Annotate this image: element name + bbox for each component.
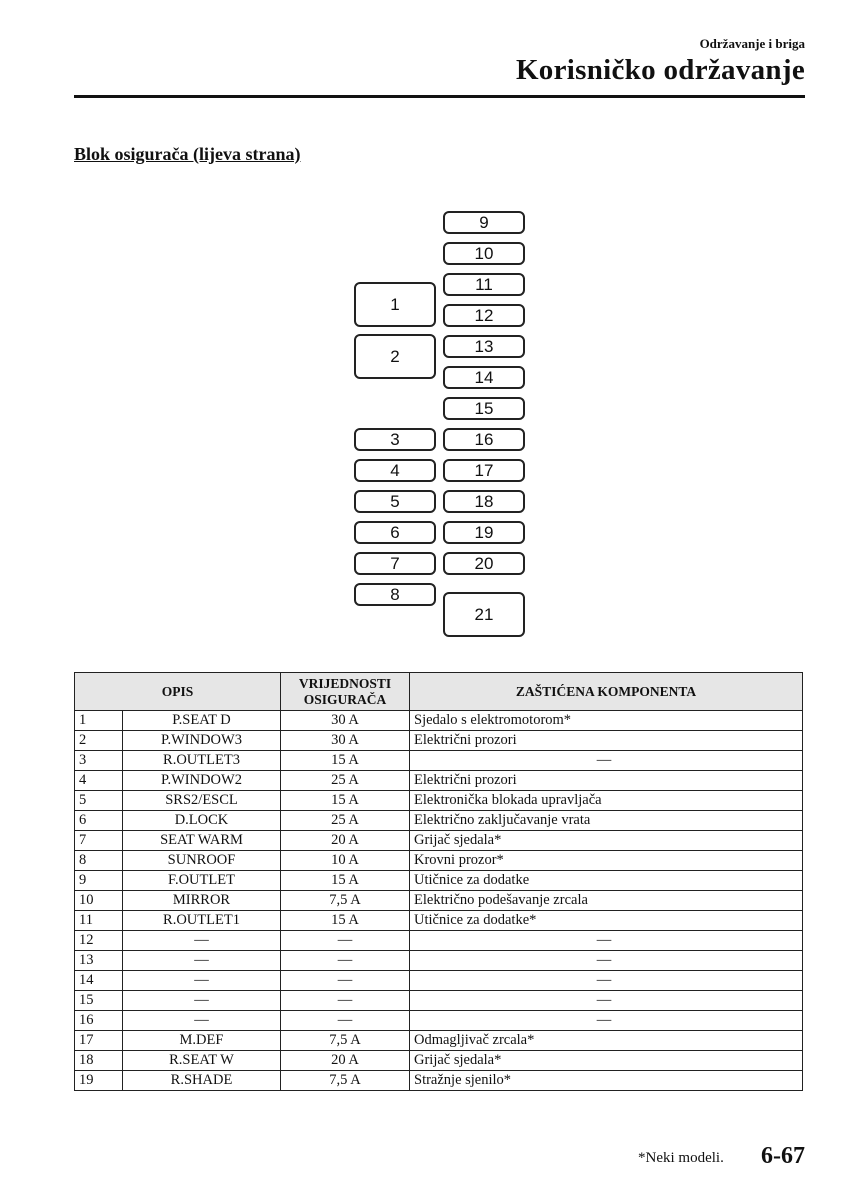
cell-component: Grijač sjedala* [410,831,803,851]
cell-number: 4 [75,771,123,791]
cell-rating: — [281,971,410,991]
cell-number: 10 [75,891,123,911]
cell-component: Električno podešavanje zrcala [410,891,803,911]
cell-number: 18 [75,1051,123,1071]
fuse-18: 18 [443,490,525,513]
cell-number: 12 [75,931,123,951]
cell-opis: SUNROOF [123,851,281,871]
cell-rating: 15 A [281,751,410,771]
cell-number: 11 [75,911,123,931]
fuse-21: 21 [443,592,525,637]
cell-component: Stražnje sjenilo* [410,1071,803,1091]
cell-rating: 30 A [281,711,410,731]
cell-rating: 7,5 A [281,1071,410,1091]
cell-component: Odmagljivač zrcala* [410,1031,803,1051]
cell-opis: SEAT WARM [123,831,281,851]
table-header-row [75,673,803,711]
fuse-block-heading: Blok osigurača (lijeva strana) [74,144,301,164]
fuse-11: 11 [443,273,525,296]
cell-number: 6 [75,811,123,831]
cell-rating: 15 A [281,871,410,891]
cell-rating: — [281,951,410,971]
fuse-16: 16 [443,428,525,451]
fuse-20: 20 [443,552,525,575]
cell-component: Grijač sjedala* [410,1051,803,1071]
cell-rating: 30 A [281,731,410,751]
page-title: Korisničko održavanje [515,54,805,86]
fuse-7: 7 [354,552,436,575]
cell-component: — [410,931,803,951]
fuse-8: 8 [354,583,436,606]
table-row [75,1071,803,1091]
cell-opis: MIRROR [123,891,281,911]
cell-component: — [410,1011,803,1031]
cell-opis: R.SHADE [123,1071,281,1091]
page-number: 6-67 [761,1143,805,1169]
table-row [75,731,803,751]
cell-rating: — [281,931,410,951]
cell-component: Utičnice za dodatke [410,871,803,891]
cell-component: — [410,951,803,971]
table-row [75,851,803,871]
cell-component: Elektronička blokada upravljača [410,791,803,811]
section-label: Održavanje i briga [699,36,805,51]
cell-opis: — [123,971,281,991]
cell-opis: SRS2/ESCL [123,791,281,811]
table-row [75,911,803,931]
cell-component: Utičnice za dodatke* [410,911,803,931]
cell-rating: 15 A [281,791,410,811]
header-opis: OPIS [75,673,281,711]
cell-number: 13 [75,951,123,971]
cell-rating: — [281,1011,410,1031]
header-component: ZAŠTIĆENA KOMPONENTA [410,673,803,711]
cell-number: 1 [75,711,123,731]
cell-opis: P.WINDOW2 [123,771,281,791]
fuse-13: 13 [443,335,525,358]
cell-component: — [410,971,803,991]
cell-component: Sjedalo s elektromotorom* [410,711,803,731]
table-row [75,1031,803,1051]
fuse-5: 5 [354,490,436,513]
cell-rating: 7,5 A [281,891,410,911]
cell-opis: F.OUTLET [123,871,281,891]
footnote: *Neki modeli. [638,1150,724,1166]
cell-component: Električno zaključavanje vrata [410,811,803,831]
cell-rating: 25 A [281,771,410,791]
table-row [75,931,803,951]
table-row [75,991,803,1011]
cell-number: 16 [75,1011,123,1031]
cell-number: 9 [75,871,123,891]
cell-opis: R.SEAT W [123,1051,281,1071]
table-row [75,871,803,891]
cell-component: — [410,751,803,771]
fuse-3: 3 [354,428,436,451]
header-rating-line2: OSIGURAČA [303,691,387,707]
cell-rating: 7,5 A [281,1031,410,1051]
cell-rating: 20 A [281,1051,410,1071]
cell-component: Električni prozori [410,731,803,751]
fuse-table-body [75,711,803,1091]
table-row [75,711,803,731]
cell-opis: M.DEF [123,1031,281,1051]
fuse-15: 15 [443,397,525,420]
table-row [75,811,803,831]
header-rating [281,673,410,711]
fuse-12: 12 [443,304,525,327]
fuse-17: 17 [443,459,525,482]
cell-opis: R.OUTLET1 [123,911,281,931]
fuse-2: 2 [354,334,436,379]
fuse-14: 14 [443,366,525,389]
cell-rating: 15 A [281,911,410,931]
cell-opis: P.WINDOW3 [123,731,281,751]
table-row [75,831,803,851]
cell-component: Električni prozori [410,771,803,791]
cell-number: 15 [75,991,123,1011]
cell-component: Krovni prozor* [410,851,803,871]
title-rule [74,95,805,98]
cell-rating: — [281,991,410,1011]
fuse-19: 19 [443,521,525,544]
table-row [75,751,803,771]
cell-number: 14 [75,971,123,991]
fuse-table [74,672,803,1091]
cell-rating: 10 A [281,851,410,871]
cell-component: — [410,991,803,1011]
cell-opis: — [123,1011,281,1031]
table-row [75,891,803,911]
cell-number: 19 [75,1071,123,1091]
cell-opis: — [123,951,281,971]
cell-number: 8 [75,851,123,871]
table-row [75,971,803,991]
cell-rating: 25 A [281,811,410,831]
cell-opis: R.OUTLET3 [123,751,281,771]
fuse-9: 9 [443,211,525,234]
fuse-1: 1 [354,282,436,327]
cell-number: 5 [75,791,123,811]
cell-number: 17 [75,1031,123,1051]
table-row [75,1051,803,1071]
table-row [75,951,803,971]
table-row [75,771,803,791]
header-rating-line1: VRIJEDNOSTI [298,675,392,691]
table-row [75,791,803,811]
cell-number: 7 [75,831,123,851]
fuse-4: 4 [354,459,436,482]
table-row [75,1011,803,1031]
cell-number: 2 [75,731,123,751]
cell-opis: P.SEAT D [123,711,281,731]
fuse-6: 6 [354,521,436,544]
cell-rating: 20 A [281,831,410,851]
cell-opis: — [123,991,281,1011]
cell-opis: — [123,931,281,951]
cell-opis: D.LOCK [123,811,281,831]
fuse-10: 10 [443,242,525,265]
cell-number: 3 [75,751,123,771]
